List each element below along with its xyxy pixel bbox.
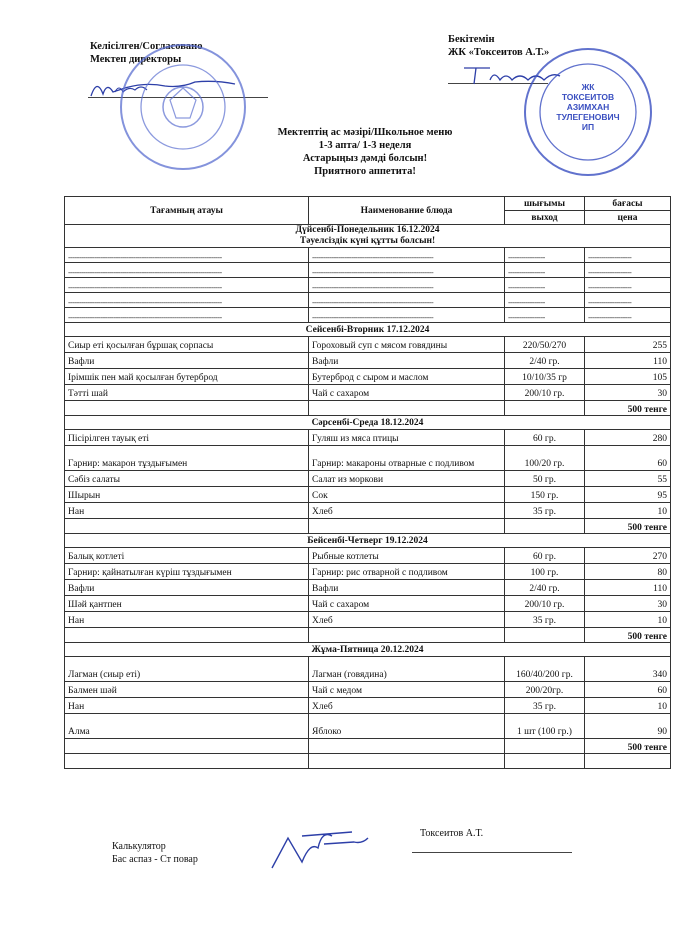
- table-row: ----------------------------------------------------------------------- -------------------------------------------------------- ----------------- --------------------: [65, 308, 671, 323]
- header-price-top: бағасы: [585, 197, 671, 211]
- table-row: [65, 612, 671, 628]
- dish-yield: 60 гр.: [505, 430, 585, 446]
- table-row: [65, 430, 671, 446]
- dish-yield: 50 гр.: [505, 471, 585, 487]
- dish-name-kz: Ірімшік пен май қосылған бутерброд: [65, 369, 309, 385]
- table-row: [65, 580, 671, 596]
- dish-name-ru: Гороховый суп с мясом говядины: [309, 337, 505, 353]
- ip-stamp-text: ЖК ТОКСЕИТОВ АЗИМХАН ТУЛЕГЕНОВИЧ ИП: [556, 82, 620, 132]
- footer-signer: Токсеитов А.Т.: [420, 828, 484, 839]
- friday-items: [65, 657, 671, 739]
- dish-name-kz: Балық котлеті: [65, 548, 309, 564]
- dish-name-ru: Вафли: [309, 353, 505, 369]
- total-row: [65, 519, 671, 534]
- dish-price: 10: [585, 612, 671, 628]
- dish-price: 55: [585, 471, 671, 487]
- dish-price: 60: [585, 682, 671, 698]
- header-col-kz: Тағамның атауы: [65, 197, 309, 225]
- dish-name-ru: Хлеб: [309, 612, 505, 628]
- menu-table: [64, 196, 671, 769]
- dish-yield: 200/10 гр.: [505, 385, 585, 401]
- dish-yield: 2/40 гр.: [505, 580, 585, 596]
- dish-name-ru: Чай с медом: [309, 682, 505, 698]
- total-tuesday: 500 тенге: [585, 401, 671, 416]
- table-row: [65, 698, 671, 714]
- dish-name-kz: Пісірілген тауық еті: [65, 430, 309, 446]
- dish-name-ru: Сок: [309, 487, 505, 503]
- dish-yield: 200/20гр.: [505, 682, 585, 698]
- total-row: [65, 739, 671, 754]
- dish-yield: 2/40 гр.: [505, 353, 585, 369]
- table-row: [65, 446, 671, 471]
- dish-name-ru: Вафли: [309, 580, 505, 596]
- dish-name-kz: Вафли: [65, 580, 309, 596]
- approval-right-line2: ЖК «Токсеитов А.Т.»: [448, 47, 550, 58]
- dish-price: 90: [585, 714, 671, 739]
- dish-name-kz: Гарнир: макарон тұздығымен: [65, 446, 309, 471]
- day-header-thursday: Бейсенбі-Четверг 19.12.2024: [65, 534, 671, 548]
- dish-name-ru: Гарнир: рис отварной с подливом: [309, 564, 505, 580]
- table-row: [65, 548, 671, 564]
- dish-name-ru: Чай с сахаром: [309, 596, 505, 612]
- total-friday: 500 тенге: [585, 739, 671, 754]
- approval-left-line1: Келісілген/Согласовано: [90, 41, 203, 52]
- dish-name-kz: Сәбіз салаты: [65, 471, 309, 487]
- dish-name-ru: Рыбные котлеты: [309, 548, 505, 564]
- header-yield-top: шығымы: [505, 197, 585, 211]
- table-row: [65, 353, 671, 369]
- dish-price: 110: [585, 353, 671, 369]
- table-row: [65, 657, 671, 682]
- table-row: [65, 503, 671, 519]
- footer-role: [112, 840, 198, 866]
- dish-yield: 60 гр.: [505, 548, 585, 564]
- dish-name-ru: Салат из моркови: [309, 471, 505, 487]
- table-row: [65, 487, 671, 503]
- dish-yield: 160/40/200 гр.: [505, 657, 585, 682]
- dish-price: 340: [585, 657, 671, 682]
- dish-price: 105: [585, 369, 671, 385]
- dish-name-ru: Бутерброд с сыром и маслом: [309, 369, 505, 385]
- header-col-ru: Наименование блюда: [309, 197, 505, 225]
- day-header-friday: Жұма-Пятница 20.12.2024: [65, 643, 671, 657]
- dish-yield: 1 шт (100 гр.): [505, 714, 585, 739]
- menu-title: Мектептің ас мәзірі/Школьное меню 1-3 апта/ 1-3 неделя Астарыңыз дәмді болсын! Приятного аппетита!: [277, 127, 453, 177]
- table-row: [65, 564, 671, 580]
- dish-price: 10: [585, 698, 671, 714]
- total-thursday: 500 тенге: [585, 628, 671, 643]
- dish-yield: 100/20 гр.: [505, 446, 585, 471]
- approval-left-line2: Мектеп директоры: [90, 54, 182, 65]
- dish-yield: 35 гр.: [505, 698, 585, 714]
- dish-price: 10: [585, 503, 671, 519]
- dish-price: 80: [585, 564, 671, 580]
- tuesday-items: [65, 337, 671, 401]
- total-wednesday: 500 тенге: [585, 519, 671, 534]
- dish-name-kz: Алма: [65, 714, 309, 739]
- dish-name-kz: Шәй қантпен: [65, 596, 309, 612]
- dish-yield: 35 гр.: [505, 503, 585, 519]
- table-row: [65, 369, 671, 385]
- dish-name-ru: Лагман (говядина): [309, 657, 505, 682]
- approval-right-line1: Бекітемін: [448, 34, 495, 45]
- dish-name-kz: Нан: [65, 612, 309, 628]
- dish-name-kz: Шырын: [65, 487, 309, 503]
- table-row: [65, 596, 671, 612]
- day-header-monday: Дүйсенбі-Понедельник 16.12.2024 Тәуелсіздік күні құтты болсын!: [65, 225, 671, 248]
- table-row: [65, 337, 671, 353]
- dish-yield: 200/10 гр.: [505, 596, 585, 612]
- footer-role-line1: Калькулятор: [112, 841, 166, 852]
- dish-price: 255: [585, 337, 671, 353]
- table-row: ----------------------------------------------------------------------- -------------------------------------------------------- ----------------- --------------------: [65, 248, 671, 263]
- dish-price: 30: [585, 385, 671, 401]
- dish-yield: 100 гр.: [505, 564, 585, 580]
- table-row: [65, 471, 671, 487]
- table-row: ----------------------------------------------------------------------- -------------------------------------------------------- ----------------- --------------------: [65, 263, 671, 278]
- table-row: [65, 682, 671, 698]
- table-row: ----------------------------------------------------------------------- -------------------------------------------------------- ----------------- --------------------: [65, 293, 671, 308]
- dish-yield: 150 гр.: [505, 487, 585, 503]
- total-row: [65, 401, 671, 416]
- dish-yield: 35 гр.: [505, 612, 585, 628]
- dish-name-kz: Нан: [65, 698, 309, 714]
- dish-name-kz: Гарнир: қайнатылған күріш тұздығымен: [65, 564, 309, 580]
- table-row: ----------------------------------------------------------------------- -------------------------------------------------------- ----------------- --------------------: [65, 278, 671, 293]
- dish-name-kz: Лагман (сиыр еті): [65, 657, 309, 682]
- dish-name-ru: Чай с сахаром: [309, 385, 505, 401]
- dish-price: 110: [585, 580, 671, 596]
- dish-price: 270: [585, 548, 671, 564]
- header-price-bottom: цена: [585, 211, 671, 225]
- footer-role-line2: Бас аспаз - Ст повар: [112, 854, 198, 865]
- dish-name-kz: Сиыр еті қосылған бұршақ сорпасы: [65, 337, 309, 353]
- dish-name-kz: Нан: [65, 503, 309, 519]
- dish-name-kz: Вафли: [65, 353, 309, 369]
- table-row: [65, 714, 671, 739]
- dish-price: 280: [585, 430, 671, 446]
- dish-price: 60: [585, 446, 671, 471]
- dish-name-ru: Яблоко: [309, 714, 505, 739]
- dish-yield: 10/10/35 гр: [505, 369, 585, 385]
- ip-stamp: [522, 46, 654, 178]
- footer-signature-line: [412, 852, 572, 853]
- day-header-wednesday: Сәрсенбі-Среда 18.12.2024: [65, 416, 671, 430]
- dish-name-ru: Хлеб: [309, 698, 505, 714]
- wednesday-items: [65, 430, 671, 519]
- dish-name-ru: Гуляш из мяса птицы: [309, 430, 505, 446]
- table-row: [65, 385, 671, 401]
- day-header-tuesday: Сейсенбі-Вторник 17.12.2024: [65, 323, 671, 337]
- dish-name-kz: Балмен шәй: [65, 682, 309, 698]
- dish-yield: 220/50/270: [505, 337, 585, 353]
- thursday-items: [65, 548, 671, 628]
- empty-row: [65, 754, 671, 769]
- dish-name-kz: Тәтті шай: [65, 385, 309, 401]
- dish-price: 95: [585, 487, 671, 503]
- chef-signature: [262, 818, 372, 874]
- total-row: [65, 628, 671, 643]
- dish-name-ru: Гарнир: макароны отварные с подливом: [309, 446, 505, 471]
- dish-price: 30: [585, 596, 671, 612]
- header-yield-bottom: выход: [505, 211, 585, 225]
- dish-name-ru: Хлеб: [309, 503, 505, 519]
